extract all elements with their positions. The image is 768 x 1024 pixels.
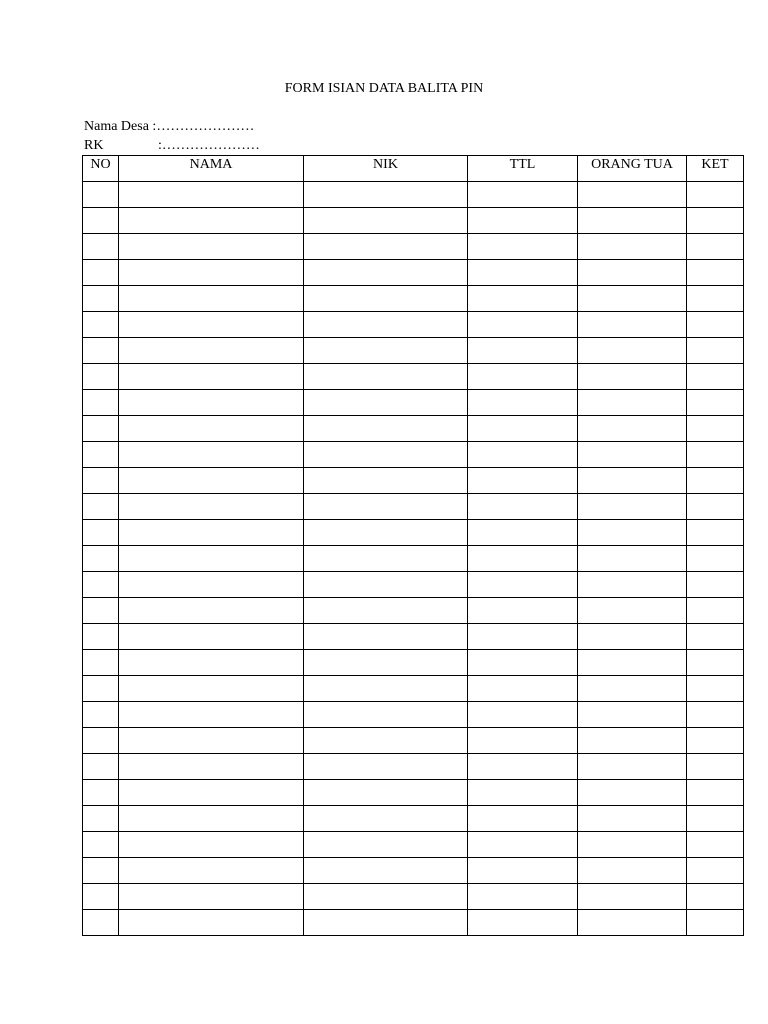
cell-nik[interactable] [304, 442, 468, 468]
cell-nama[interactable] [119, 182, 304, 208]
cell-nama[interactable] [119, 312, 304, 338]
cell-ttl[interactable] [468, 910, 578, 936]
cell-ttl[interactable] [468, 728, 578, 754]
cell-orang-tua[interactable] [578, 910, 687, 936]
rk-field[interactable]: :………………… [158, 138, 260, 153]
cell-orang-tua[interactable] [578, 468, 687, 494]
table-row [83, 338, 744, 364]
cell-nik[interactable] [304, 650, 468, 676]
cell-no[interactable] [83, 858, 119, 884]
cell-ket[interactable] [687, 884, 744, 910]
cell-orang-tua[interactable] [578, 650, 687, 676]
cell-orang-tua[interactable] [578, 494, 687, 520]
cell-no[interactable] [83, 806, 119, 832]
cell-nama[interactable] [119, 780, 304, 806]
table-row [83, 234, 744, 260]
cell-ttl[interactable] [468, 234, 578, 260]
cell-ket[interactable] [687, 780, 744, 806]
cell-no[interactable] [83, 910, 119, 936]
table-row [83, 832, 744, 858]
cell-nik[interactable] [304, 390, 468, 416]
table-row [83, 546, 744, 572]
cell-no[interactable] [83, 364, 119, 390]
table-row [83, 598, 744, 624]
cell-orang-tua[interactable] [578, 676, 687, 702]
cell-ttl[interactable] [468, 754, 578, 780]
table-row [83, 702, 744, 728]
table-header-row [83, 156, 744, 182]
cell-nama[interactable] [119, 442, 304, 468]
cell-nik[interactable] [304, 338, 468, 364]
cell-no[interactable] [83, 884, 119, 910]
column-header-nama: NAMA [119, 156, 304, 182]
cell-ket[interactable] [687, 754, 744, 780]
cell-nik[interactable] [304, 520, 468, 546]
table-row [83, 416, 744, 442]
cell-nama[interactable] [119, 858, 304, 884]
cell-no[interactable] [83, 832, 119, 858]
cell-orang-tua[interactable] [578, 624, 687, 650]
cell-orang-tua[interactable] [578, 208, 687, 234]
table-row [83, 364, 744, 390]
cell-no[interactable] [83, 494, 119, 520]
cell-orang-tua[interactable] [578, 312, 687, 338]
cell-nama[interactable] [119, 806, 304, 832]
column-header-ket: KET [687, 156, 744, 182]
cell-no[interactable] [83, 390, 119, 416]
cell-nik[interactable] [304, 416, 468, 442]
nama-desa-field[interactable]: ………………… [156, 119, 255, 134]
cell-nik[interactable] [304, 754, 468, 780]
table-row [83, 806, 744, 832]
table-row [83, 624, 744, 650]
cell-nama[interactable] [119, 208, 304, 234]
cell-no[interactable] [83, 598, 119, 624]
cell-orang-tua[interactable] [578, 286, 687, 312]
cell-nama[interactable] [119, 338, 304, 364]
column-header-no: NO [83, 156, 119, 182]
cell-orang-tua[interactable] [578, 234, 687, 260]
cell-ttl[interactable] [468, 390, 578, 416]
cell-no[interactable] [83, 780, 119, 806]
cell-nama[interactable] [119, 676, 304, 702]
cell-no[interactable] [83, 286, 119, 312]
cell-ket[interactable] [687, 520, 744, 546]
table-row [83, 442, 744, 468]
cell-ttl[interactable] [468, 182, 578, 208]
table-row [83, 884, 744, 910]
cell-nik[interactable] [304, 598, 468, 624]
cell-no[interactable] [83, 234, 119, 260]
cell-nama[interactable] [119, 416, 304, 442]
cell-ket[interactable] [687, 910, 744, 936]
cell-nama[interactable] [119, 832, 304, 858]
balita-data-table [82, 155, 744, 936]
table-row [83, 780, 744, 806]
cell-ttl[interactable] [468, 546, 578, 572]
cell-nama[interactable] [119, 520, 304, 546]
column-header-ttl: TTL [468, 156, 578, 182]
cell-ket[interactable] [687, 728, 744, 754]
table-body [83, 182, 744, 936]
cell-ket[interactable] [687, 182, 744, 208]
cell-ket[interactable] [687, 624, 744, 650]
cell-no[interactable] [83, 702, 119, 728]
cell-ttl[interactable] [468, 364, 578, 390]
cell-nama[interactable] [119, 598, 304, 624]
cell-ket[interactable] [687, 234, 744, 260]
cell-no[interactable] [83, 468, 119, 494]
cell-no[interactable] [83, 520, 119, 546]
cell-orang-tua[interactable] [578, 728, 687, 754]
column-header-nik: NIK [304, 156, 468, 182]
cell-nama[interactable] [119, 754, 304, 780]
cell-ttl[interactable] [468, 286, 578, 312]
cell-ttl[interactable] [468, 702, 578, 728]
cell-nama[interactable] [119, 650, 304, 676]
cell-nik[interactable] [304, 260, 468, 286]
cell-no[interactable] [83, 182, 119, 208]
table-row [83, 676, 744, 702]
cell-nama[interactable] [119, 364, 304, 390]
cell-ttl[interactable] [468, 520, 578, 546]
cell-ttl[interactable] [468, 806, 578, 832]
cell-nama[interactable] [119, 702, 304, 728]
cell-orang-tua[interactable] [578, 546, 687, 572]
cell-nama[interactable] [119, 910, 304, 936]
cell-orang-tua[interactable] [578, 572, 687, 598]
cell-ket[interactable] [687, 676, 744, 702]
cell-nama[interactable] [119, 390, 304, 416]
cell-orang-tua[interactable] [578, 884, 687, 910]
cell-nama[interactable] [119, 234, 304, 260]
cell-nik[interactable] [304, 884, 468, 910]
table-row [83, 520, 744, 546]
cell-ket[interactable] [687, 650, 744, 676]
cell-nama[interactable] [119, 546, 304, 572]
cell-orang-tua[interactable] [578, 182, 687, 208]
cell-ttl[interactable] [468, 832, 578, 858]
table-row [83, 858, 744, 884]
cell-ttl[interactable] [468, 598, 578, 624]
cell-ket[interactable] [687, 832, 744, 858]
cell-orang-tua[interactable] [578, 780, 687, 806]
cell-no[interactable] [83, 442, 119, 468]
cell-ket[interactable] [687, 494, 744, 520]
cell-nama[interactable] [119, 624, 304, 650]
cell-ket[interactable] [687, 598, 744, 624]
cell-orang-tua[interactable] [578, 416, 687, 442]
cell-ket[interactable] [687, 442, 744, 468]
cell-ket[interactable] [687, 364, 744, 390]
cell-orang-tua[interactable] [578, 390, 687, 416]
cell-nik[interactable] [304, 832, 468, 858]
cell-nik[interactable] [304, 806, 468, 832]
cell-ket[interactable] [687, 208, 744, 234]
cell-orang-tua[interactable] [578, 858, 687, 884]
cell-ttl[interactable] [468, 260, 578, 286]
cell-ket[interactable] [687, 468, 744, 494]
cell-ttl[interactable] [468, 416, 578, 442]
table-row [83, 390, 744, 416]
cell-ket[interactable] [687, 260, 744, 286]
cell-orang-tua[interactable] [578, 754, 687, 780]
cell-orang-tua[interactable] [578, 260, 687, 286]
cell-nik[interactable] [304, 676, 468, 702]
table-row [83, 286, 744, 312]
cell-orang-tua[interactable] [578, 598, 687, 624]
cell-nama[interactable] [119, 884, 304, 910]
cell-orang-tua[interactable] [578, 442, 687, 468]
cell-no[interactable] [83, 338, 119, 364]
form-title: FORM ISIAN DATA BALITA PIN [284, 81, 484, 96]
cell-nik[interactable] [304, 286, 468, 312]
cell-nama[interactable] [119, 286, 304, 312]
cell-ket[interactable] [687, 312, 744, 338]
cell-nama[interactable] [119, 494, 304, 520]
cell-ttl[interactable] [468, 858, 578, 884]
column-header-orang-tua: ORANG TUA [578, 156, 687, 182]
nama-desa-label: Nama Desa : [84, 119, 157, 134]
cell-nik[interactable] [304, 624, 468, 650]
cell-nama[interactable] [119, 468, 304, 494]
cell-ttl[interactable] [468, 494, 578, 520]
cell-ket[interactable] [687, 338, 744, 364]
cell-ttl[interactable] [468, 312, 578, 338]
cell-ttl[interactable] [468, 442, 578, 468]
table-row [83, 728, 744, 754]
table-row [83, 312, 744, 338]
cell-ttl[interactable] [468, 650, 578, 676]
cell-nik[interactable] [304, 910, 468, 936]
cell-no[interactable] [83, 624, 119, 650]
cell-no[interactable] [83, 546, 119, 572]
cell-nik[interactable] [304, 312, 468, 338]
cell-nik[interactable] [304, 364, 468, 390]
cell-ket[interactable] [687, 390, 744, 416]
cell-nama[interactable] [119, 728, 304, 754]
table-row [83, 910, 744, 936]
cell-orang-tua[interactable] [578, 806, 687, 832]
cell-no[interactable] [83, 260, 119, 286]
cell-ket[interactable] [687, 572, 744, 598]
cell-no[interactable] [83, 650, 119, 676]
cell-no[interactable] [83, 416, 119, 442]
cell-ket[interactable] [687, 286, 744, 312]
cell-nik[interactable] [304, 546, 468, 572]
cell-orang-tua[interactable] [578, 338, 687, 364]
cell-ttl[interactable] [468, 572, 578, 598]
cell-nama[interactable] [119, 260, 304, 286]
cell-nik[interactable] [304, 702, 468, 728]
cell-orang-tua[interactable] [578, 520, 687, 546]
cell-ket[interactable] [687, 416, 744, 442]
cell-orang-tua[interactable] [578, 364, 687, 390]
cell-no[interactable] [83, 572, 119, 598]
cell-ket[interactable] [687, 546, 744, 572]
cell-no[interactable] [83, 676, 119, 702]
cell-nik[interactable] [304, 780, 468, 806]
rk-line [84, 137, 260, 155]
cell-ttl[interactable] [468, 208, 578, 234]
table-row [83, 468, 744, 494]
cell-ttl[interactable] [468, 884, 578, 910]
cell-ket[interactable] [687, 702, 744, 728]
cell-ttl[interactable] [468, 780, 578, 806]
cell-nik[interactable] [304, 494, 468, 520]
cell-orang-tua[interactable] [578, 832, 687, 858]
cell-nik[interactable] [304, 572, 468, 598]
cell-nama[interactable] [119, 572, 304, 598]
cell-nik[interactable] [304, 728, 468, 754]
table-row [83, 208, 744, 234]
cell-no[interactable] [83, 312, 119, 338]
cell-orang-tua[interactable] [578, 702, 687, 728]
cell-ttl[interactable] [468, 468, 578, 494]
cell-no[interactable] [83, 754, 119, 780]
cell-ttl[interactable] [468, 676, 578, 702]
cell-no[interactable] [83, 208, 119, 234]
table-row [83, 182, 744, 208]
cell-nik[interactable] [304, 468, 468, 494]
table-row [83, 754, 744, 780]
cell-nik[interactable] [304, 208, 468, 234]
table-row [83, 572, 744, 598]
table-row [83, 494, 744, 520]
cell-nik[interactable] [304, 858, 468, 884]
cell-ket[interactable] [687, 806, 744, 832]
cell-ket[interactable] [687, 858, 744, 884]
cell-ttl[interactable] [468, 624, 578, 650]
cell-nik[interactable] [304, 182, 468, 208]
rk-label: RK [84, 138, 104, 153]
cell-ttl[interactable] [468, 338, 578, 364]
table-row [83, 650, 744, 676]
cell-nik[interactable] [304, 234, 468, 260]
cell-no[interactable] [83, 728, 119, 754]
table-row [83, 260, 744, 286]
nama-desa-line [84, 118, 254, 136]
